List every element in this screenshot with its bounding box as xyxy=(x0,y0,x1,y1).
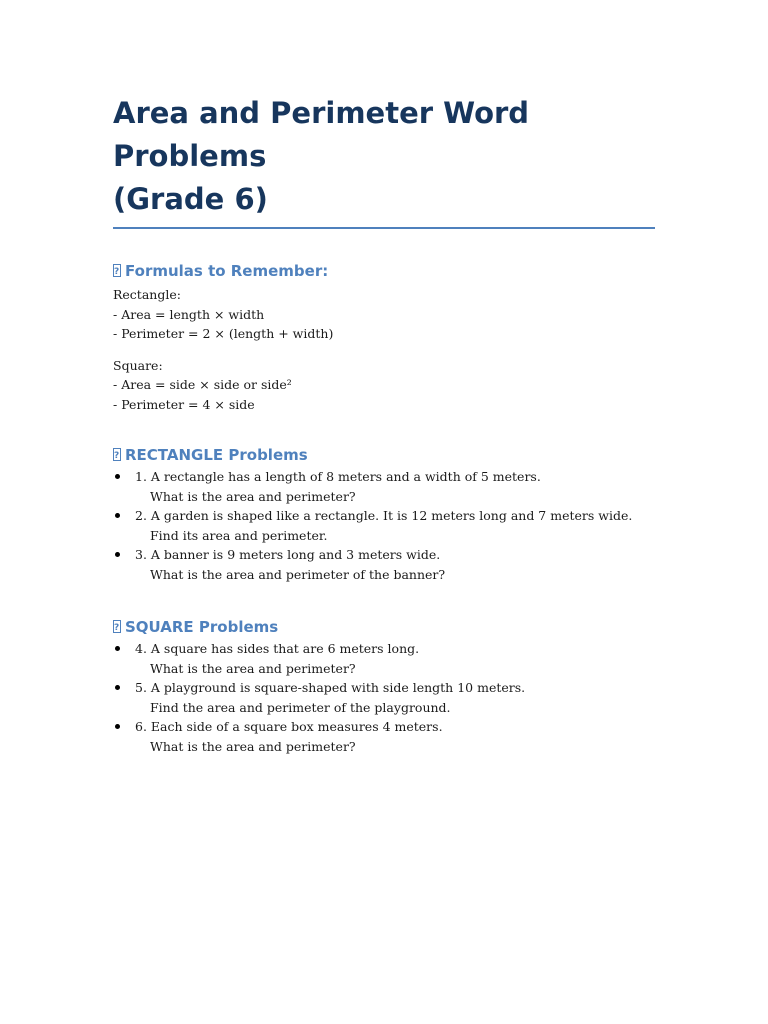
unknown-glyph-icon xyxy=(113,264,121,277)
problem-text: 2. A garden is shaped like a rectangle. It is 12 meters long and 7 meters wide. xyxy=(135,508,633,523)
rectangle-problem-list xyxy=(113,467,655,584)
problem-question: What is the area and perimeter of the banner? xyxy=(150,566,446,582)
problem-question: What is the area and perimeter? xyxy=(150,660,356,676)
square-problem-list xyxy=(113,639,655,756)
document-page xyxy=(113,92,655,756)
rectangle-formulas xyxy=(113,285,655,344)
title-line-2: (Grade 6) xyxy=(113,182,268,216)
list-item xyxy=(113,545,655,584)
unknown-glyph-icon xyxy=(113,448,121,461)
problem-question: Find its area and perimeter. xyxy=(150,527,328,543)
rectangle-perimeter-formula: - Perimeter = 2 × (length + width) xyxy=(113,326,334,341)
problem-text: 3. A banner is 9 meters long and 3 meters wide. xyxy=(135,547,441,562)
rectangle-problems-heading xyxy=(113,445,655,465)
square-area-formula: - Area = side × side or side² xyxy=(113,377,292,392)
list-item xyxy=(113,678,655,717)
list-item xyxy=(113,639,655,678)
list-item xyxy=(113,467,655,506)
formulas-heading xyxy=(113,261,655,281)
document-title xyxy=(113,92,655,229)
rectangle-heading-text: RECTANGLE Problems xyxy=(125,446,308,464)
square-label: Square: xyxy=(113,357,163,373)
rectangle-label: Rectangle: xyxy=(113,287,181,302)
title-line-1: Area and Perimeter Word Problems xyxy=(113,96,530,173)
square-problems-heading xyxy=(113,617,655,637)
problem-text: 6. Each side of a square box measures 4 meters. xyxy=(135,719,443,734)
list-item xyxy=(113,506,655,545)
problem-question: Find the area and perimeter of the playground. xyxy=(150,699,451,715)
list-item xyxy=(113,717,655,756)
problem-question: What is the area and perimeter? xyxy=(150,488,356,504)
unknown-glyph-icon xyxy=(113,620,121,633)
square-heading-text: SQUARE Problems xyxy=(125,618,279,636)
problem-text: 1. A rectangle has a length of 8 meters and a width of 5 meters. xyxy=(135,469,541,484)
problem-text: 4. A square has sides that are 6 meters long. xyxy=(135,641,420,656)
problem-question: What is the area and perimeter? xyxy=(150,738,356,754)
square-formulas xyxy=(113,356,655,415)
rectangle-area-formula: - Area = length × width xyxy=(113,306,265,322)
square-perimeter-formula: - Perimeter = 4 × side xyxy=(113,396,255,412)
formulas-heading-text: Formulas to Remember: xyxy=(125,262,329,280)
problem-text: 5. A playground is square-shaped with side length 10 meters. xyxy=(135,680,526,695)
